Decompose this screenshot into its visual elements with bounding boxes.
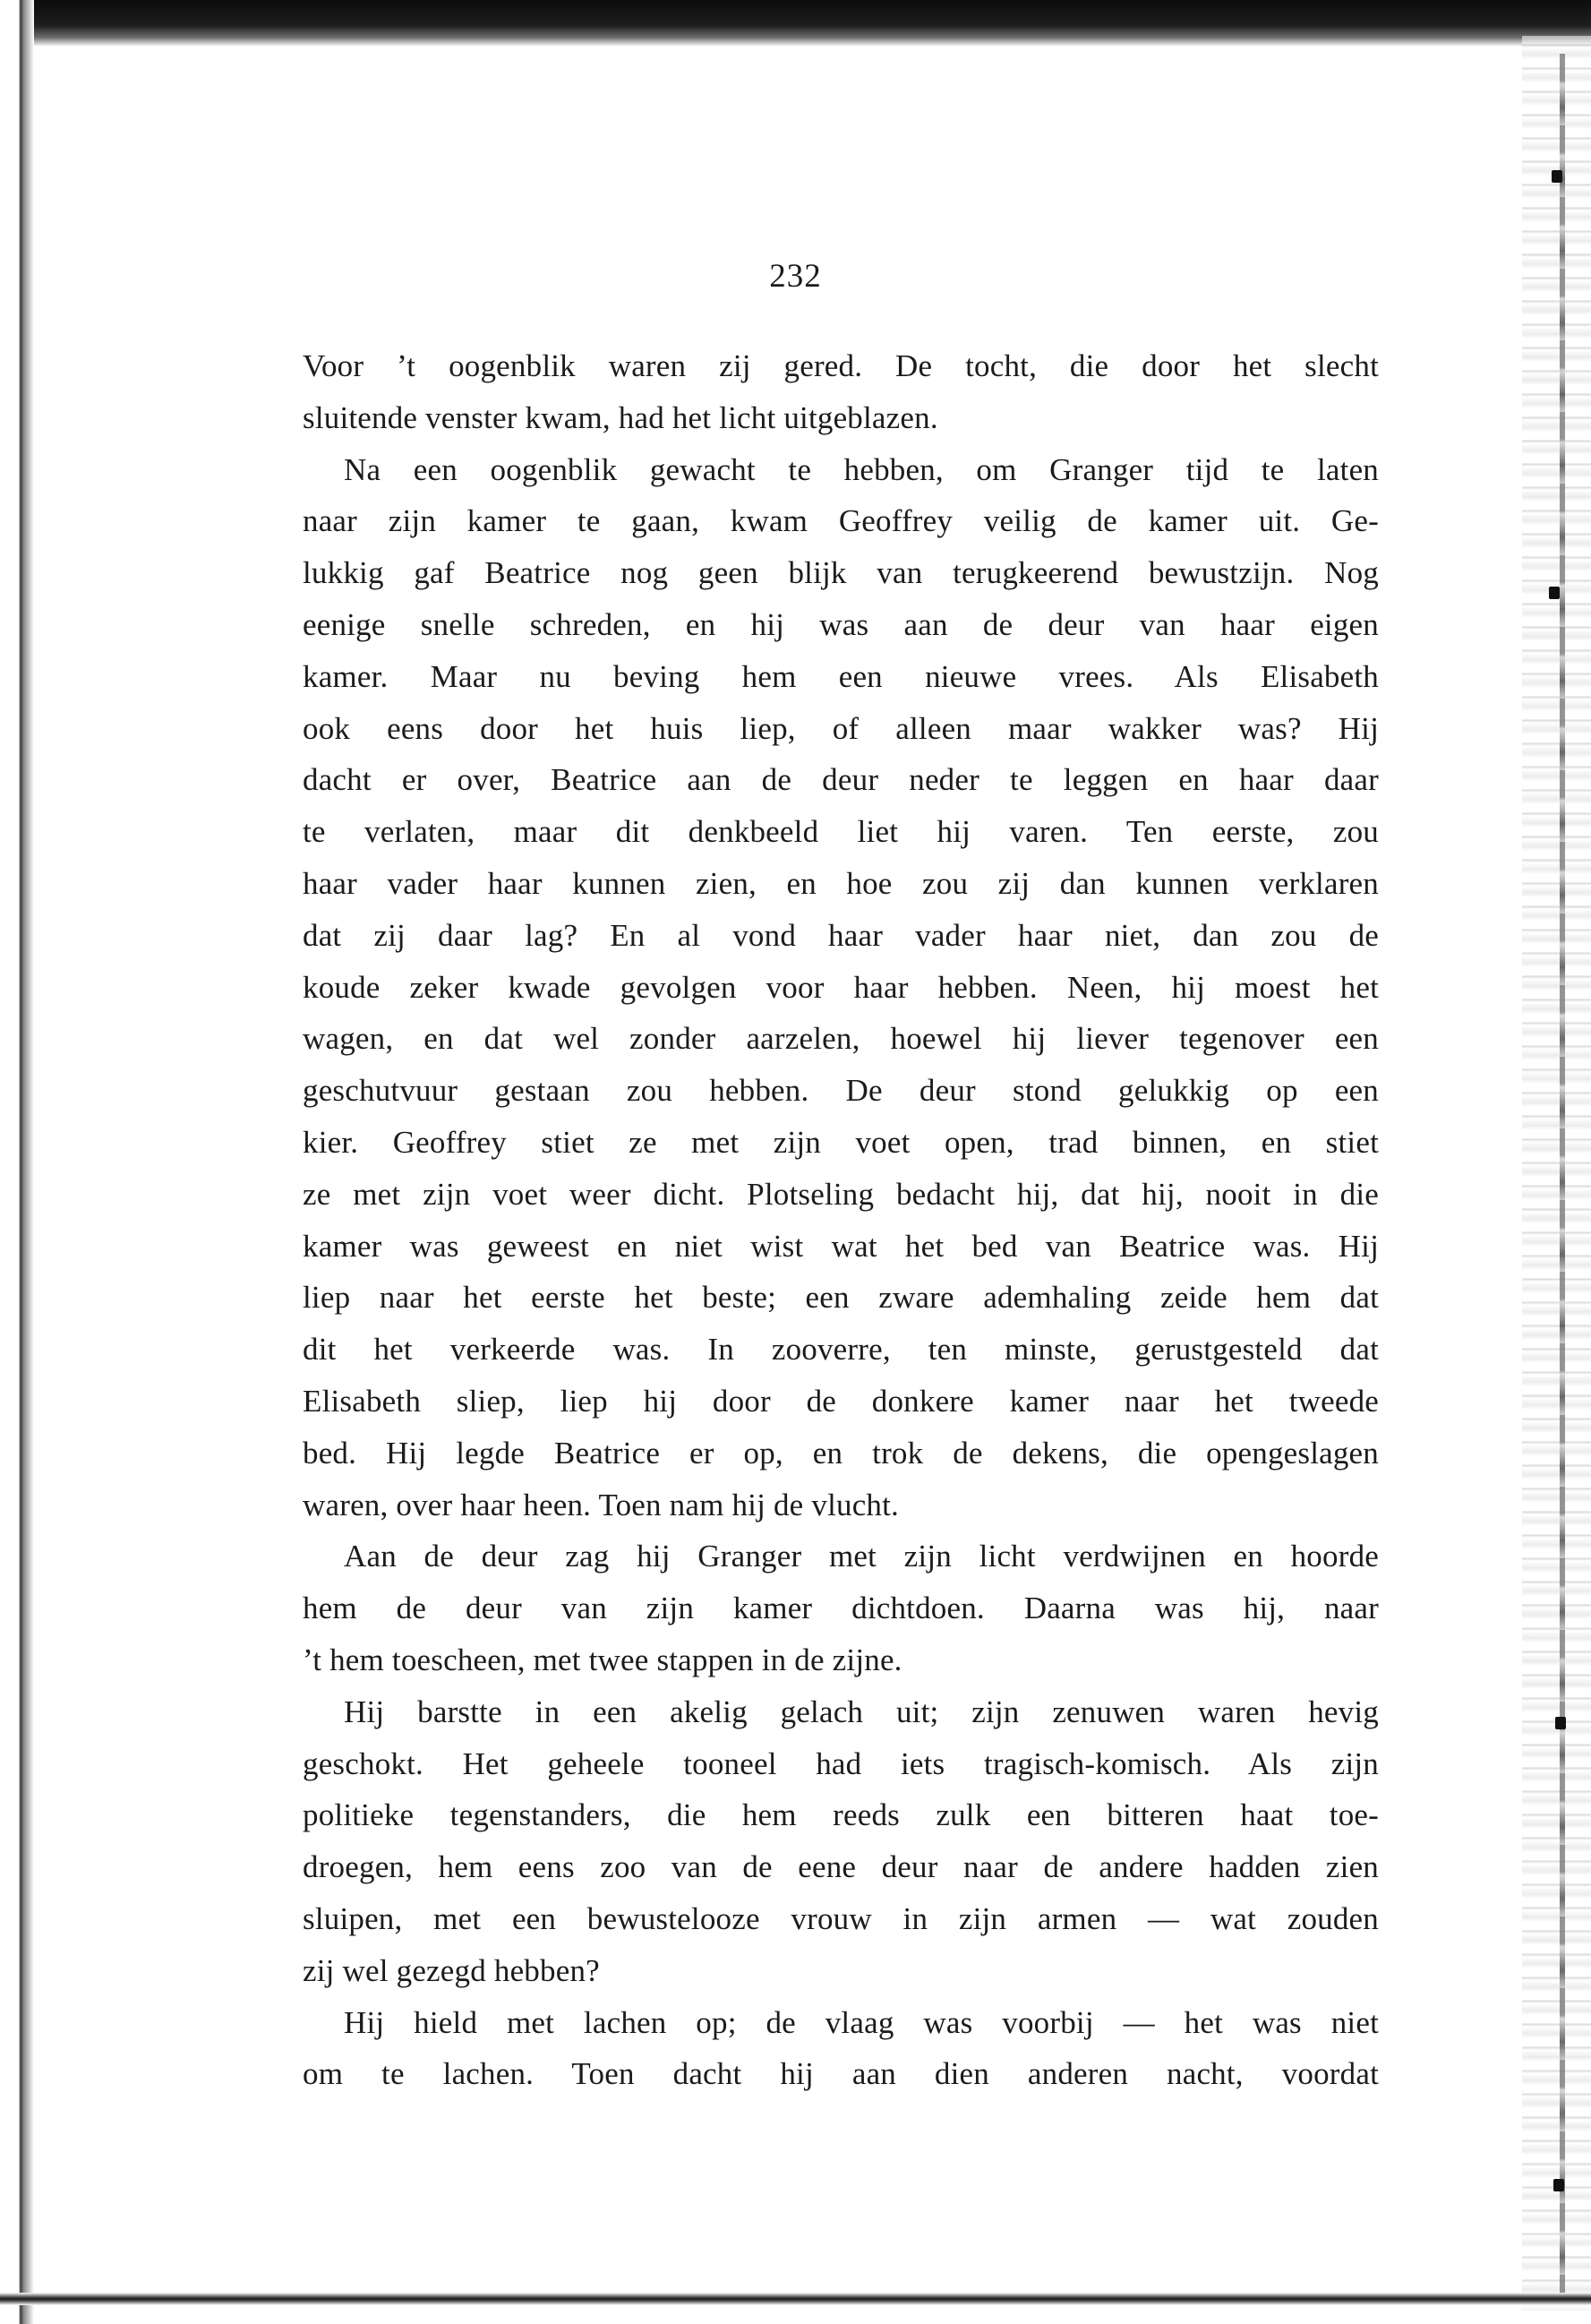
text-line: naar zijn kamer te gaan, kwam Geoffrey veilig de kamer uit. Ge-	[303, 503, 1379, 539]
scan-border-top	[0, 0, 1591, 47]
scan-mark	[1552, 170, 1562, 183]
text-line: politieke tegenstanders, die hem reeds zulk een bitteren haat toe-	[303, 1797, 1379, 1833]
text-line: zij wel gezegd hebben?	[303, 1952, 600, 1988]
text-line: liep naar het eerste het beste; een zware ademhaling zeide hem dat	[303, 1280, 1379, 1316]
text-line: geschutvuur gestaan zou hebben. De deur stond gelukkig op een	[303, 1073, 1379, 1109]
scan-border-left	[0, 0, 34, 2324]
text-line: Elisabeth sliep, liep hij door de donkere kamer naar het tweede	[303, 1383, 1379, 1419]
text-line: bed. Hij legde Beatrice er op, en trok de dekens, die opengeslagen	[303, 1435, 1379, 1471]
text-line: Aan de deur zag hij Granger met zijn licht verdwijnen en hoorde	[344, 1539, 1379, 1574]
text-line: dacht er over, Beatrice aan de deur neder te leggen en haar daar	[303, 762, 1379, 798]
scan-mark	[1553, 2179, 1564, 2191]
text-line: sluipen, met een bewustelooze vrouw in zijn armen — wat zouden	[303, 1900, 1379, 1936]
text-line: kier. Geoffrey stiet ze met zijn voet open, trad binnen, en stiet	[303, 1124, 1379, 1160]
text-line: sluitende venster kwam, had het licht uitgeblazen.	[303, 399, 938, 435]
text-line: geschokt. Het geheele tooneel had iets tragisch-komisch. Als zijn	[303, 1745, 1379, 1781]
text-line: haar vader haar kunnen zien, en hoe zou zij dan kunnen verklaren	[303, 865, 1379, 901]
text-line: dat zij daar lag? En al vond haar vader haar niet, dan zou de	[303, 917, 1379, 953]
text-line: droegen, hem eens zoo van de eene deur naar de andere hadden zien	[303, 1849, 1379, 1885]
text-line: om te lachen. Toen dacht hij aan dien anderen nacht, voordat	[303, 2056, 1379, 2092]
scan-mark	[1555, 1717, 1566, 1729]
scan-edge-right-line	[1560, 54, 1565, 2302]
text-line: ’t hem toescheen, met twee stappen in de zijne.	[303, 1642, 902, 1677]
text-line: lukkig gaf Beatrice nog geen blijk van terugkeerend bewustzijn. Nog	[303, 555, 1379, 591]
text-line: ze met zijn voet weer dicht. Plotseling bedacht hij, dat hij, nooit in die	[303, 1176, 1379, 1212]
text-line: Hij barstte in een akelig gelach uit; zijn zenuwen waren hevig	[344, 1694, 1379, 1729]
text-line: eenige snelle schreden, en hij was aan de deur van haar eigen	[303, 606, 1379, 642]
scan-border-bottom	[0, 2293, 1591, 2305]
scan-border-right	[1522, 36, 1591, 2311]
text-line: ook eens door het huis liep, of alleen maar wakker was? Hij	[303, 710, 1379, 746]
page-number: 232	[769, 258, 822, 295]
text-line: Voor ’t oogenblik waren zij gered. De tocht, die door het slecht	[303, 348, 1379, 383]
text-line: kamer. Maar nu beving hem een nieuwe vrees. Als Elisabeth	[303, 658, 1379, 694]
scan-mark	[1549, 587, 1560, 599]
text-line: dit het verkeerde was. In zooverre, ten minste, gerustgesteld dat	[303, 1332, 1379, 1368]
text-line: Na een oogenblik gewacht te hebben, om Granger tijd te laten	[344, 451, 1379, 487]
text-line: wagen, en dat wel zonder aarzelen, hoewel hij liever tegenover een	[303, 1021, 1379, 1057]
text-line: Hij hield met lachen op; de vlaag was voorbij — het was niet	[344, 2004, 1379, 2040]
text-line: koude zeker kwade gevolgen voor haar hebben. Neen, hij moest het	[303, 969, 1379, 1005]
text-line: waren, over haar heen. Toen nam hij de vlucht.	[303, 1487, 899, 1522]
text-line: kamer was geweest en niet wist wat het bed van Beatrice was. Hij	[303, 1228, 1379, 1264]
text-line: hem de deur van zijn kamer dichtdoen. Daarna was hij, naar	[303, 1591, 1379, 1626]
text-line: te verlaten, maar dit denkbeeld liet hij varen. Ten eerste, zou	[303, 814, 1379, 850]
body-text	[303, 340, 1379, 2100]
